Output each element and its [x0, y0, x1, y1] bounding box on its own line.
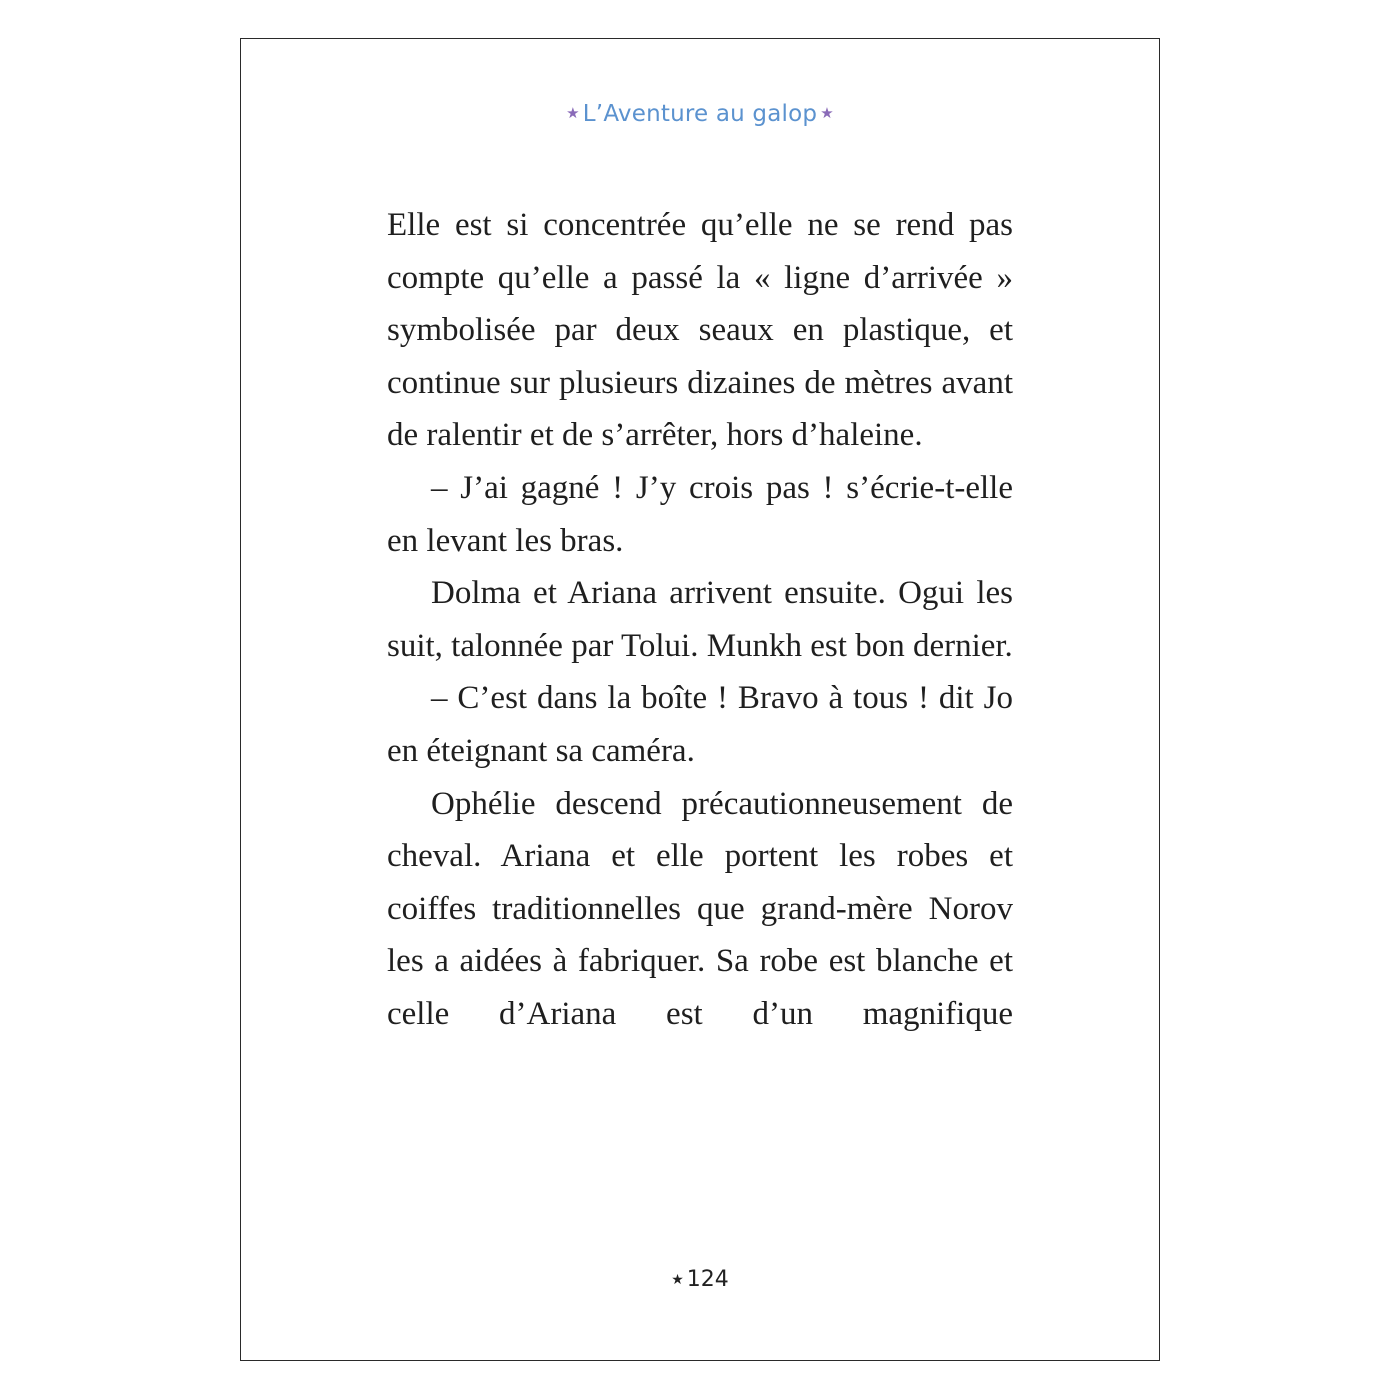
book-title: L’Aventure au galop [582, 101, 818, 127]
book-page [240, 38, 1160, 1361]
page-number: 124 [686, 1267, 729, 1292]
paragraph-3: Dolma et Ariana arrivent ensuite. Ogui les suit, talonnée par Tolui. Munkh est bon dernier. [387, 575, 1013, 664]
page-folio [241, 1267, 1159, 1292]
running-head [241, 101, 1159, 127]
paragraph-2: – J’ai gagné ! J’y crois pas ! s’écrie-t-elle en levant les bras. [387, 469, 1013, 559]
body-text [387, 199, 1013, 1041]
paragraph-1: Elle est si concentrée qu’elle ne se rend pas compte qu’elle a passé la « ligne d’arrivée » symbolisée par deux seaux en plastique, et continue sur plusieurs dizaines de mètres avant de ralentir et de s’arrêter, hors d’haleine. [387, 207, 1013, 454]
star-right-icon: ★ [820, 104, 834, 122]
paragraph-4: – C’est dans la boîte ! Bravo à tous ! dit Jo en éteignant sa caméra. [387, 680, 1013, 769]
paragraph-5: Ophélie descend précautionneusement de cheval. Ariana et elle portent les robes et coiffes traditionnelles que grand-mère Norov les a aidées à fabriquer. Sa robe est blanche et celle d’Ariana est d’un magnifique [387, 785, 1013, 1032]
star-left-icon: ★ [566, 104, 580, 122]
star-icon: ★ [671, 1272, 684, 1288]
